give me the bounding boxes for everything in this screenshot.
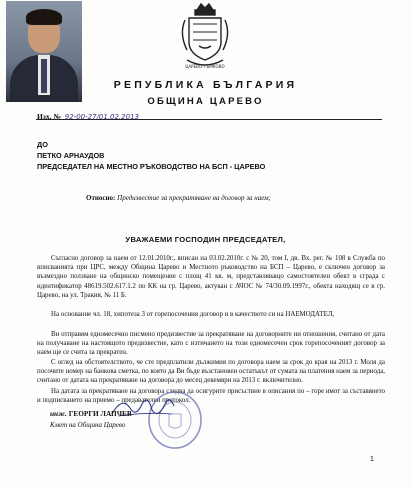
municipality-crest-icon [177,2,233,74]
subject-label: Относно: [86,194,116,202]
country-title: РЕПУБЛИКА БЪЛГАРИЯ [113,79,298,91]
signatory-name: инж. ГЕОРГИ ЛАПЧЕВ [50,409,132,418]
recipient-position: ПРЕДСЕДАТЕЛ НА МЕСТНО РЪКОВОДСТВО НА БСП - ЦАРЕВО [37,162,266,171]
crest-text: ЦАРЕВО-ТЪМКОВО [185,64,225,69]
salutation: УВАЖАЕМИ ГОСПОДИН ПРЕДСЕДАТЕЛ, [125,235,286,244]
municipality-title: ОБЩИНА ЦАРЕВО [147,96,264,107]
recipient-name: ПЕТКО АРНАУДОВ [37,151,105,160]
header-divider [36,119,382,120]
page-number: 1 [370,456,374,463]
paragraph-basis: На основание чл. 18, хипотеза 3 от горепосочения договор и в качеството си на НАЕМОДАТЕЛ, [51,311,335,318]
paragraph-contract: Съгласно договор за наем от 12.01.2010г., вписан на 03.02.2010г. с № 20, том I, дв. Вх. рег. № 108 в Служба по вписванията при ЦРС, между Община Царево и Местното ръководство на БСП – Царево, е сключен договор за възмездно ползване на общинско помещение с площ 41 кв. м, представляващо самостоятелен обект в сграда с идентификатор 48619.502.617.1.2 по КК на гр. Царево, актуван с АЧОС № 74/30.09.1997г., обекта находящ се в гр. Царево, на ул. Тракия, № 11 Б. [37,255,385,299]
subject-line [86,194,271,202]
reference-value: 92-00-27/01.02.2013 [64,113,139,121]
reference-label: Изх. № [37,112,61,121]
subject-text: Предизвестие за прекратяване на договор за наем; [117,194,271,202]
paragraph-refund: С оглед на обстоятелството, че сте предплатили дължимия по договора наем за срок до края на 2013 г. Моля да посочите номер на банкова сметка, по която да Ви бъде възстановен остатъкът от сумата на платения наем за периода, считано от датата на прекратяване на договора до месец декември на 2013 г. включително. [37,359,385,385]
paragraph-notice: Ви отправям едномесечно писмено предизвестие за прекратяване на договорните ни отношения, считано от дата на получаване на настоящото предизвестие, като с изтичането на този едномесечен срок горепосоченият договор за наем ще се счита за прекратен. [37,331,385,357]
recipient-to: ДО [37,140,48,149]
signatory-title: Кмет на Община Царево [50,421,126,429]
paragraph-handover: На датата за прекратяване на договора следва да осигурите присъствие в описания по – горе имот за съставянето и подписването на приемо – предавателен протокол. [37,388,385,405]
